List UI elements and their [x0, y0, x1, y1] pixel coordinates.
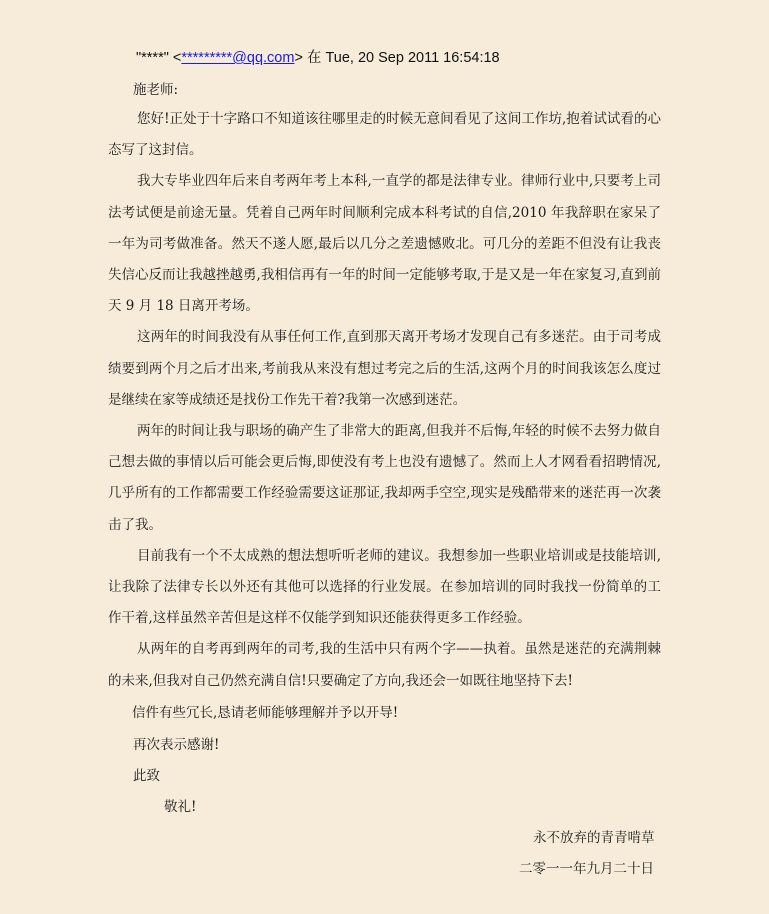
sender-name: "****" <: [136, 50, 182, 66]
closing-apology: 信件有些冗长,恳请老师能够理解并予以开导!: [132, 705, 399, 721]
signature: 永不放弃的青青啃草: [533, 830, 655, 846]
letter-body: [108, 104, 661, 697]
letter-date: 二零一一年九月二十日: [519, 861, 654, 877]
paragraph-3: 这两年的时间我没有从事任何工作,直到那天离开考场才发现自己有多迷茫。由于司考成绩要到两个月之后才出来,考前我从来没有想过考完之后的生活,这两个月的时间我该怎么度过是继续在家等成绩还是找份工作先干着?我第一次感到迷茫。: [108, 329, 661, 408]
paragraph-6: 从两年的自考再到两年的司考,我的生活中只有两个字——执着。虽然是迷茫的充满荆棘的未来,但我对自己仍然充满自信!只要确定了方向,我还会一如既往地坚持下去!: [108, 641, 661, 689]
email-header: [136, 46, 500, 67]
paragraph-2: 我大专毕业四年后来自考两年考上本科,一直学的都是法律专业。律师行业中,只要考上司法考试便是前途无量。凭着自己两年时间顺利完成本科考试的自信,2010 年我辞职在家呆了一年为司考做准备。然天不遂人愿,最后以几分之差遗憾败北。可几分的差距不但没有让我丧失信心反而让我越挫越勇,我相信再有一年的时间一定能够考取,于是又是一年在家复习,直到前天 9 月 18 日离开考场。: [108, 173, 661, 315]
closing-jingli: 敬礼!: [164, 799, 197, 815]
paragraph-4: 两年的时间让我与职场的确产生了非常大的距离,但我并不后悔,年轻的时候不去努力做自己想去做的事情以后可能会更后悔,即使没有考上也没有遗憾了。然而上人才网看看招聘情况,几乎所有的工作都需要工作经验需要这证那证,我却两手空空,现实是残酷带来的迷茫再一次袭击了我。: [108, 423, 661, 533]
sent-info: > 在 Tue, 20 Sep 2011 16:54:18: [294, 50, 500, 66]
sender-email-link[interactable]: *********@qq.com: [181, 50, 295, 66]
salutation: 施老师:: [133, 82, 179, 98]
paragraph-1: 您好!正处于十字路口不知道该往哪里走的时候无意间看见了这间工作坊,抱着试试看的心态写了这封信。: [108, 111, 661, 159]
paragraph-5: 目前我有一个不太成熟的想法想听听老师的建议。我想参加一些职业培训或是技能培训,让我除了法律专长以外还有其他可以选择的行业发展。在参加培训的同时我找一份简单的工作干着,这样虽然辛苦但是这样不仅能学到知识还能获得更多工作经验。: [108, 547, 661, 627]
closing-thanks: 再次表示感谢!: [133, 737, 220, 753]
closing-cizhi: 此致: [133, 768, 160, 784]
